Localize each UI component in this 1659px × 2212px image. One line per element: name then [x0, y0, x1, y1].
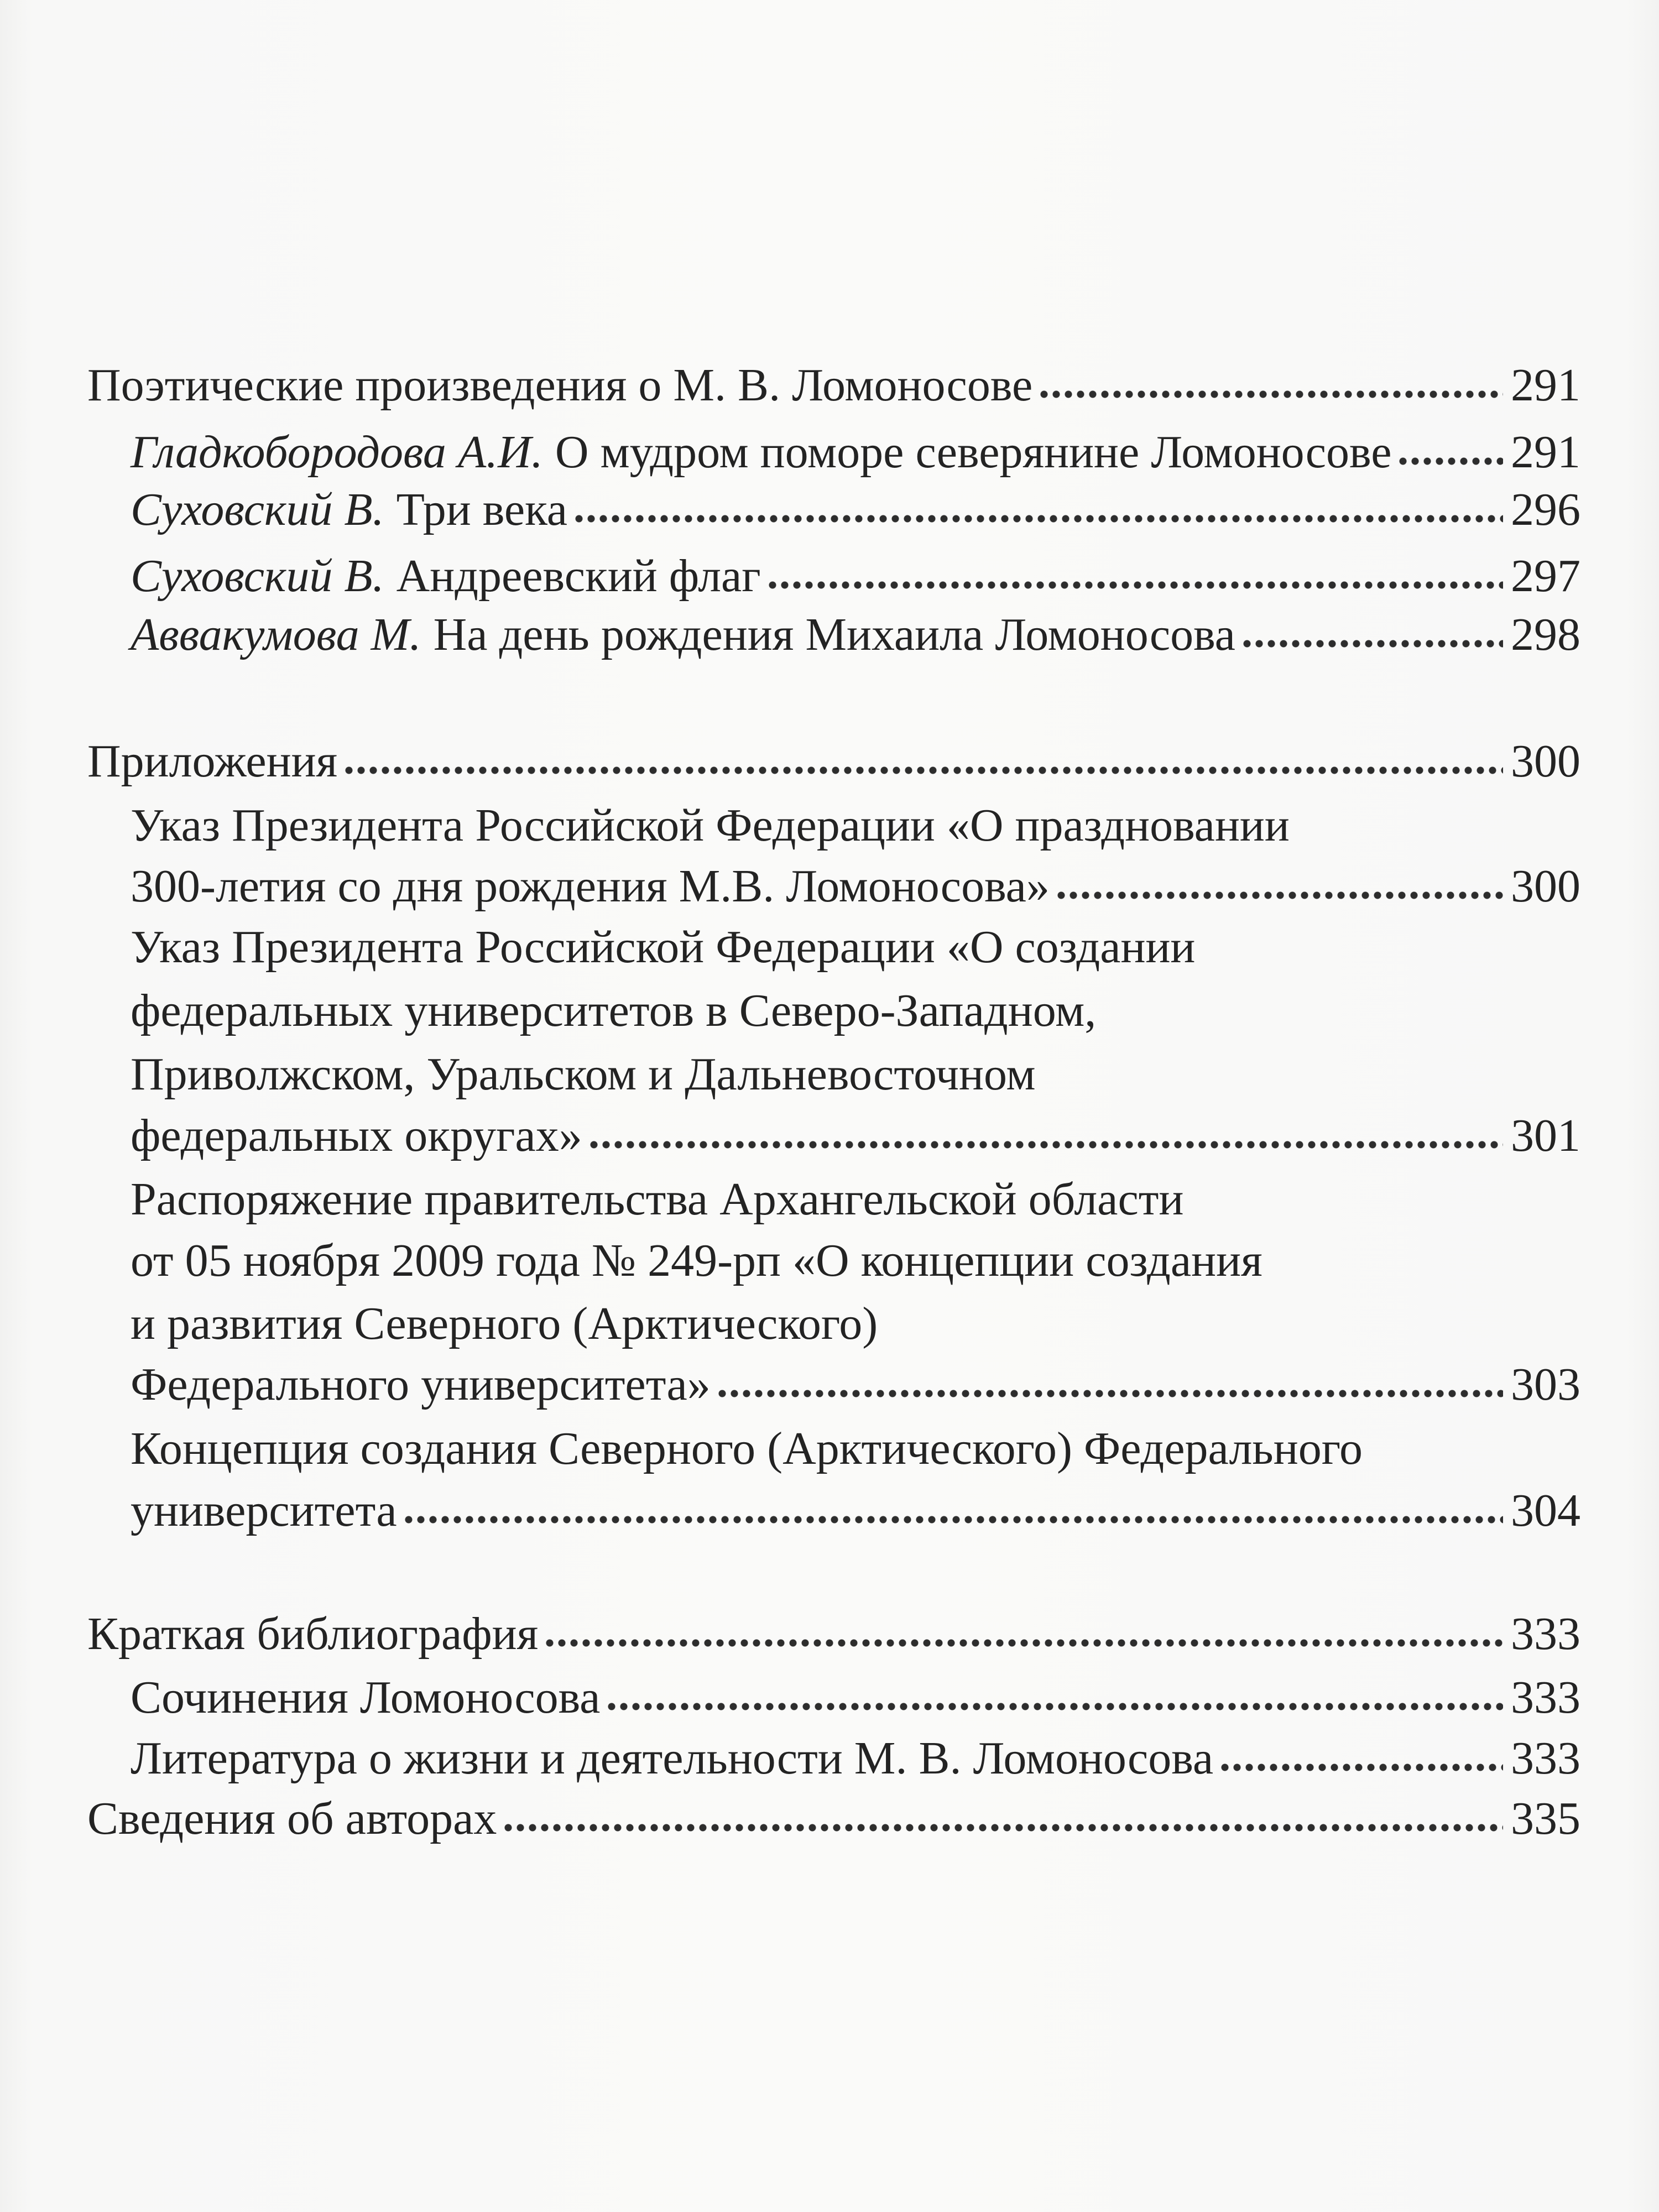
- toc-entry-line: Распоряжение правительства Архангельской области: [131, 1173, 1184, 1225]
- toc-entry: [131, 602, 1580, 668]
- toc-entry-title: Литература о жизни и деятельности М. В. Ломоносова: [131, 1733, 1214, 1784]
- toc-page-number: 301: [1511, 1110, 1580, 1161]
- toc-section-title: Поэтические произведения о М. В. Ломоносове: [87, 359, 1033, 411]
- dot-leader: [716, 1353, 1503, 1400]
- dot-leader: [544, 1603, 1503, 1649]
- toc-section-authors: [87, 1786, 1580, 1852]
- toc-entry-title: Сочинения Ломоносова: [131, 1672, 601, 1723]
- toc-page-number: 333: [1511, 1672, 1580, 1723]
- toc-entry-line: университета: [131, 1485, 397, 1536]
- dot-leader: [1397, 421, 1503, 467]
- toc-entry: [131, 853, 1580, 920]
- toc-page-number: 291: [1511, 426, 1580, 478]
- dot-leader: [343, 730, 1503, 776]
- dot-leader: [766, 545, 1503, 591]
- dot-leader: [606, 1666, 1503, 1713]
- toc-page-number: 333: [1511, 1608, 1580, 1660]
- toc-entry: [131, 1725, 1580, 1792]
- toc-entry-line: Приволжском, Уральском и Дальневосточном: [131, 1048, 1036, 1100]
- dot-leader: [573, 478, 1503, 525]
- toc-entry: [131, 543, 1580, 609]
- toc-section-appendix: [87, 728, 1580, 795]
- toc-section-title: Приложения: [87, 735, 338, 787]
- toc-entry-line: федеральных университетов в Северо-Западном,: [131, 985, 1097, 1036]
- toc-entry-title: Андреевский флаг: [396, 550, 761, 602]
- toc-entry: [131, 1665, 1580, 1731]
- toc-entry-author: Гладкобородова А.И.: [131, 426, 543, 478]
- toc-entry-title: Три века: [396, 484, 567, 535]
- toc-section-title: Краткая библиография: [87, 1608, 539, 1660]
- toc-entry-title: На день рождения Михаила Ломоносова: [433, 609, 1235, 660]
- toc-page-number: 297: [1511, 550, 1580, 602]
- toc-entry-line: 300-летия со дня рождения М.В. Ломоносова»: [131, 860, 1050, 912]
- dot-leader: [1038, 354, 1503, 400]
- toc-section-poetry: [87, 352, 1580, 419]
- toc-page-number: 303: [1511, 1359, 1580, 1410]
- dot-leader: [403, 1479, 1503, 1526]
- toc-entry-author: Аввакумова М.: [131, 609, 421, 660]
- toc-section-title: Сведения об авторах: [87, 1793, 497, 1844]
- dot-leader: [502, 1787, 1503, 1834]
- toc-page-number: 298: [1511, 609, 1580, 660]
- toc-entry: [131, 1103, 1580, 1169]
- toc-entry-line: Федерального университета»: [131, 1359, 711, 1410]
- toc-section-bibliography: [87, 1601, 1580, 1667]
- toc-entry-line: и развития Северного (Арктического): [131, 1298, 878, 1349]
- dot-leader: [1055, 855, 1503, 901]
- toc-entry: [131, 1478, 1580, 1544]
- toc-page-number: 300: [1511, 860, 1580, 912]
- toc-page-number: 291: [1511, 359, 1580, 411]
- toc-entry-author: Суховский В.: [131, 484, 384, 535]
- toc-page-number: 296: [1511, 484, 1580, 535]
- toc-entry-line: Указ Президента Российской Федерации «О праздновании: [131, 800, 1290, 851]
- toc-entry-line: от 05 ноября 2009 года № 249-рп «О концепции создания: [131, 1235, 1262, 1286]
- toc-entry-author: Суховский В.: [131, 550, 384, 602]
- toc-entry-line: Концепция создания Северного (Арктического) Федерального: [131, 1423, 1363, 1474]
- dot-leader: [1219, 1727, 1503, 1773]
- dot-leader: [1241, 603, 1503, 650]
- dot-leader: [588, 1104, 1503, 1151]
- toc-page-number: 333: [1511, 1733, 1580, 1784]
- toc-page-number: 300: [1511, 735, 1580, 787]
- toc-entry-line: Указ Президента Российской Федерации «О создании: [131, 921, 1196, 973]
- toc-page-number: 335: [1511, 1793, 1580, 1844]
- toc-entry-line: федеральных округах»: [131, 1110, 582, 1161]
- toc-entry: [131, 477, 1580, 543]
- toc-page-number: 304: [1511, 1485, 1580, 1536]
- toc-entry-title: О мудром поморе северянине Ломоносове: [555, 426, 1392, 478]
- toc-entry: [131, 1352, 1580, 1418]
- toc-entry: [131, 419, 1580, 486]
